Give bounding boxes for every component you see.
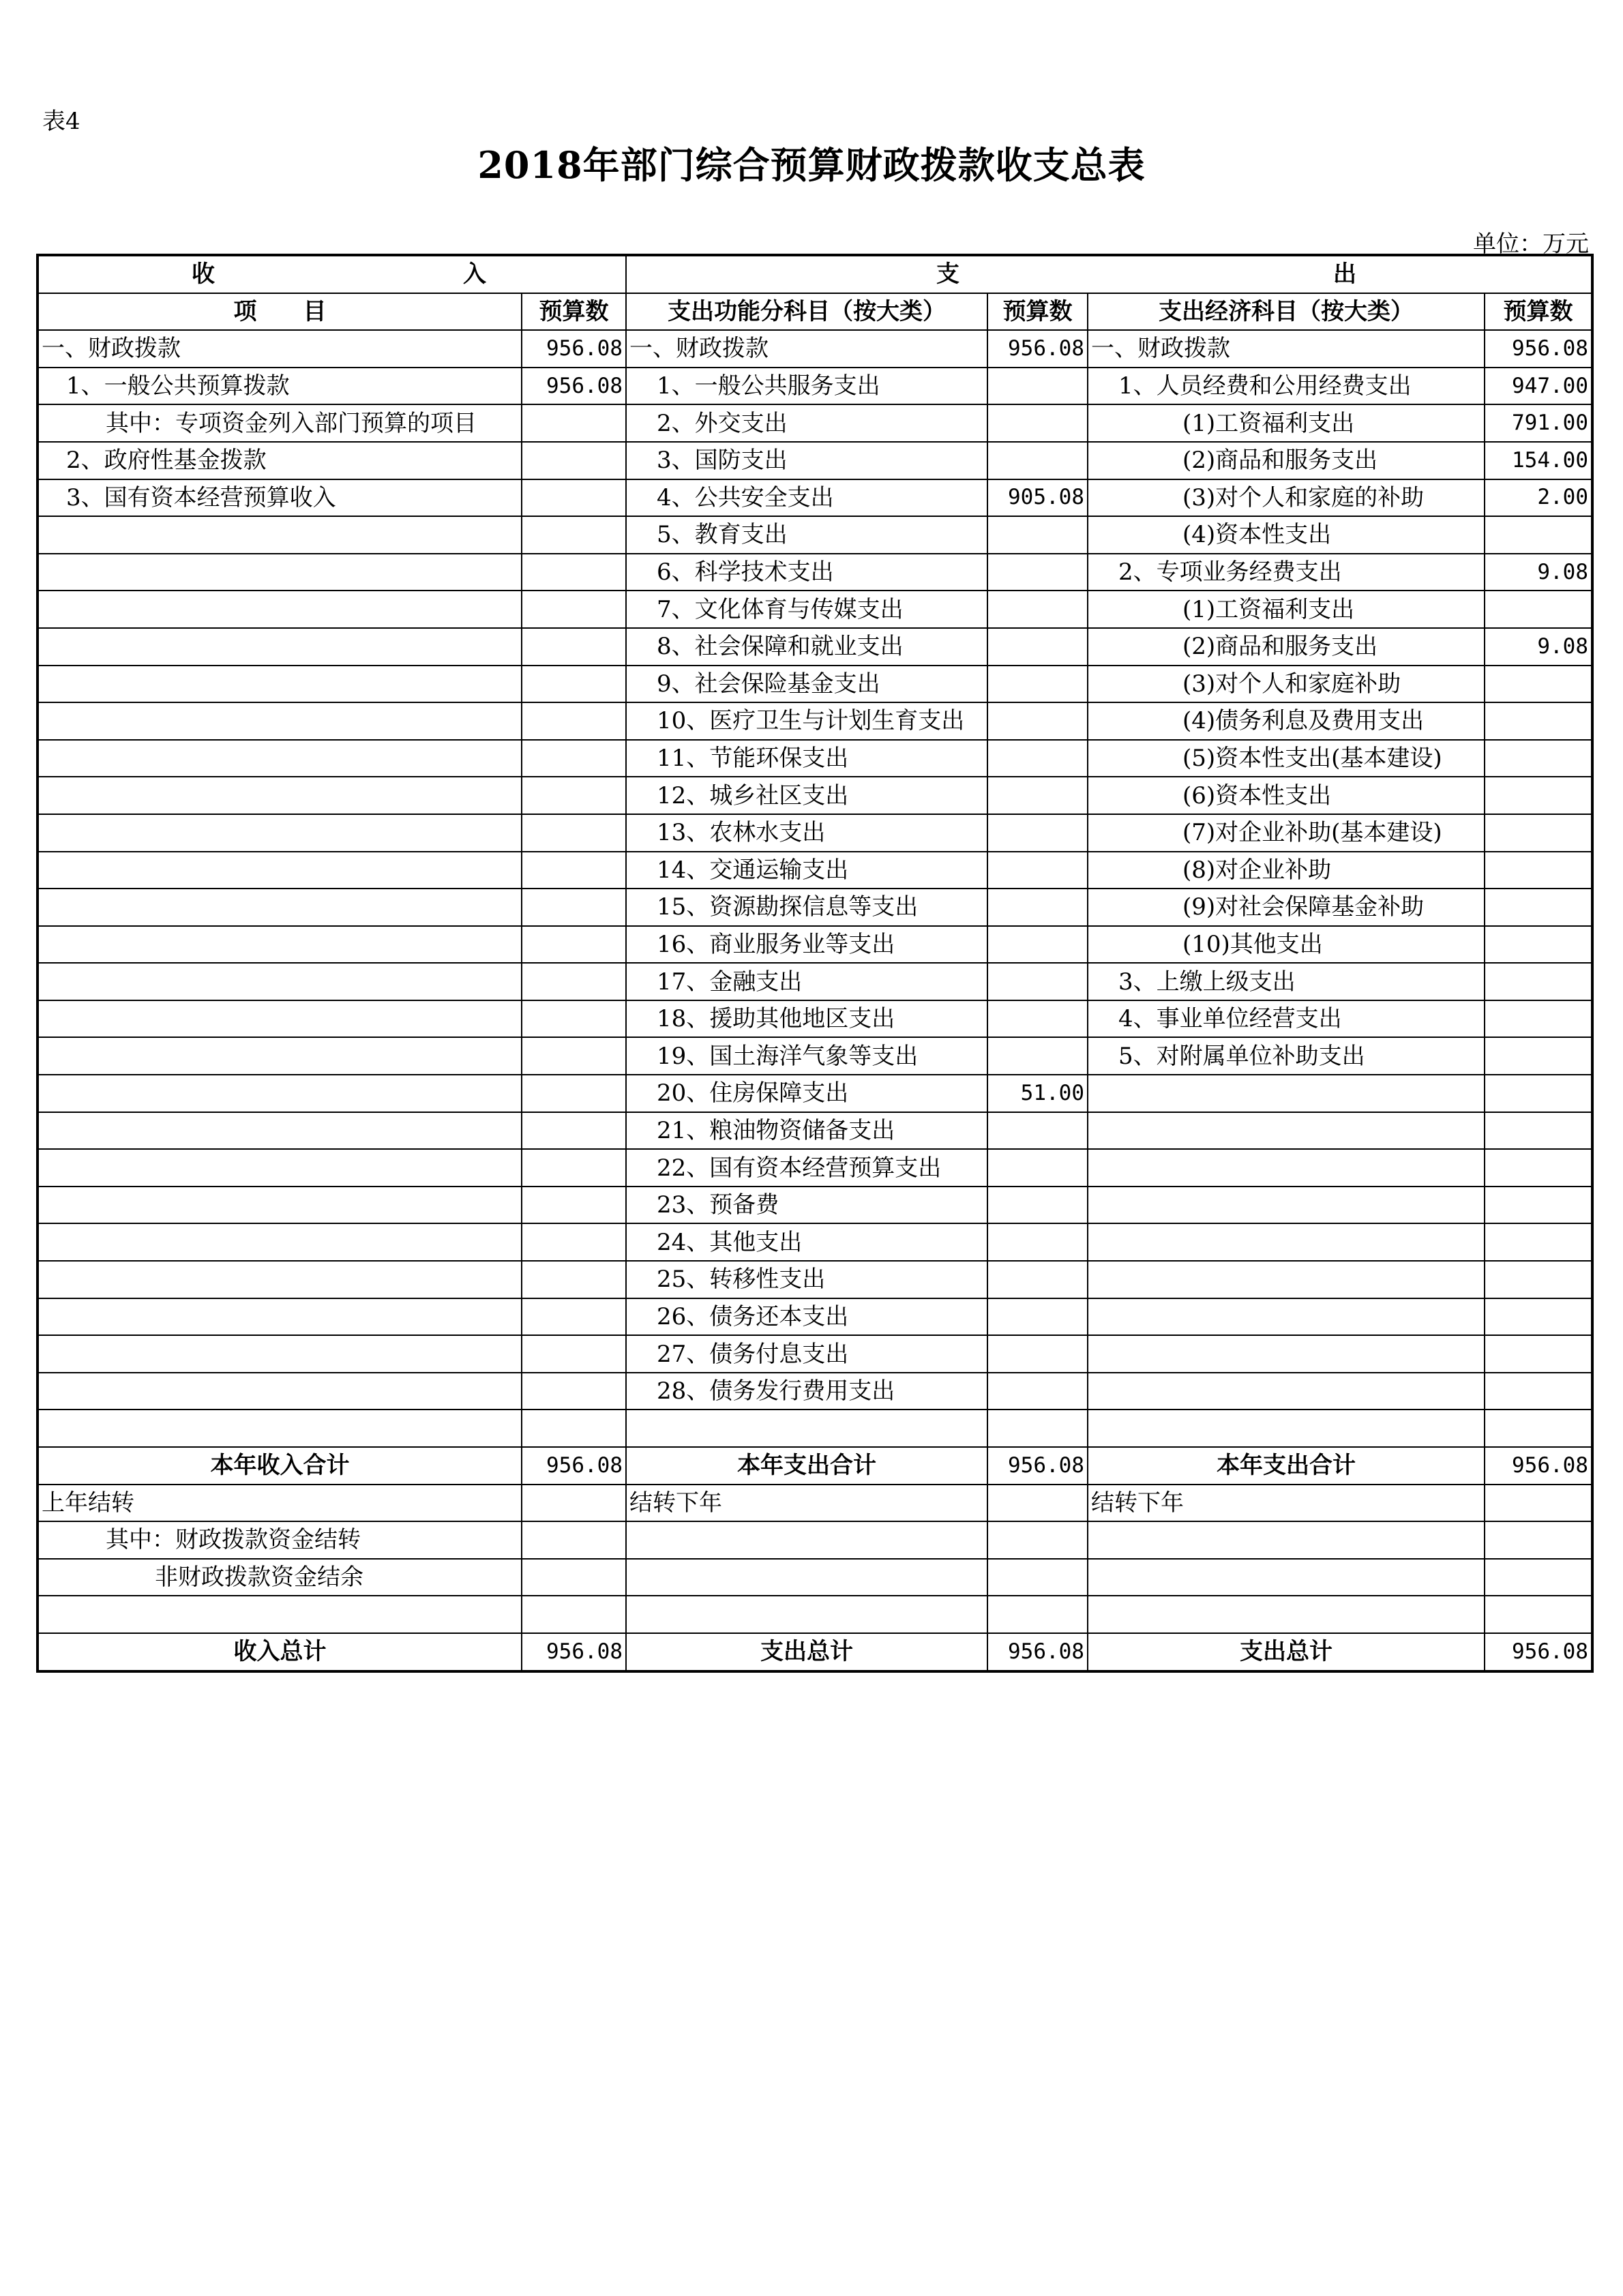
econ-item-cell: 2、专项业务经费支出 — [1088, 554, 1485, 591]
col-header-econ-amount: 预算数 — [1485, 293, 1592, 331]
income-item-cell — [38, 1373, 522, 1410]
income-item-cell: 3、国有资本经营预算收入 — [38, 479, 522, 517]
func-amount-cell — [987, 1261, 1088, 1298]
func-item-cell: 20、住房保障支出 — [626, 1075, 987, 1112]
income-item-cell — [38, 591, 522, 628]
func-amount-cell — [987, 1559, 1088, 1596]
table-row — [38, 628, 1592, 666]
func-amount-cell — [987, 1187, 1088, 1224]
func-amount-cell — [987, 368, 1088, 405]
carry-row — [38, 1596, 1592, 1633]
econ-item-cell: 3、上缴上级支出 — [1088, 963, 1485, 1000]
income-item-cell: 其中：专项资金列入部门预算的项目 — [38, 404, 522, 442]
econ-amount-cell — [1485, 926, 1592, 964]
income-item-cell — [38, 1261, 522, 1298]
func-item-cell: 28、债务发行费用支出 — [626, 1373, 987, 1410]
income-amount-cell — [522, 1410, 626, 1447]
table-row — [38, 1037, 1592, 1075]
income-header-left: 收 — [192, 260, 215, 288]
func-item-cell: 4、公共安全支出 — [626, 479, 987, 517]
econ-item-cell: 1、人员经费和公用经费支出 — [1088, 368, 1485, 405]
table-row — [38, 591, 1592, 628]
econ-amount-cell: 791.00 — [1485, 404, 1592, 442]
expense-group-header — [626, 255, 1592, 293]
table-row — [38, 889, 1592, 926]
econ-amount-cell — [1485, 1410, 1592, 1447]
econ-item-cell — [1088, 1521, 1485, 1559]
income-amount-cell — [522, 1149, 626, 1187]
table-row — [38, 1149, 1592, 1187]
econ-amount-cell — [1485, 1112, 1592, 1150]
income-item-cell — [38, 963, 522, 1000]
income-header-right: 入 — [463, 260, 486, 288]
func-amount-cell — [987, 442, 1088, 479]
func-amount-cell — [987, 666, 1088, 703]
func-item-cell: 11、节能环保支出 — [626, 740, 987, 777]
income-item-cell — [38, 1298, 522, 1336]
func-item-cell: 19、国土海洋气象等支出 — [626, 1037, 987, 1075]
income-amount-cell — [522, 1559, 626, 1596]
func-amount-cell — [987, 1298, 1088, 1336]
econ-amount-cell — [1485, 1485, 1592, 1522]
income-item-cell: 一、财政拨款 — [38, 330, 522, 368]
econ-amount-cell — [1485, 1037, 1592, 1075]
func-amount-cell — [987, 516, 1088, 554]
income-item-cell — [38, 1223, 522, 1261]
func-amount-cell — [987, 1149, 1088, 1187]
income-item-cell — [38, 1187, 522, 1224]
econ-amount-cell — [1485, 702, 1592, 740]
func-amount-cell — [987, 889, 1088, 926]
income-amount-cell — [522, 1037, 626, 1075]
econ-item-cell: (8)对企业补助 — [1088, 852, 1485, 889]
econ-amount-cell: 9.08 — [1485, 554, 1592, 591]
func-item-cell: 17、金融支出 — [626, 963, 987, 1000]
func-item-cell: 16、商业服务业等支出 — [626, 926, 987, 964]
income-total-label: 收入总计 — [38, 1633, 522, 1671]
econ-item-cell: (3)对个人和家庭补助 — [1088, 666, 1485, 703]
income-item-cell — [38, 926, 522, 964]
group-header-row — [38, 255, 1592, 293]
income-amount-cell — [522, 1223, 626, 1261]
func-total-amount: 956.08 — [987, 1447, 1088, 1485]
econ-item-cell — [1088, 1261, 1485, 1298]
func-amount-cell — [987, 1000, 1088, 1038]
func-amount-cell: 956.08 — [987, 330, 1088, 368]
econ-amount-cell — [1485, 852, 1592, 889]
econ-amount-cell — [1485, 591, 1592, 628]
table-row — [38, 702, 1592, 740]
income-item-cell — [38, 628, 522, 666]
econ-item-cell: (2)商品和服务支出 — [1088, 628, 1485, 666]
col-header-income-amount: 预算数 — [522, 293, 626, 331]
col-header-func-item: 支出功能分科目（按大类） — [626, 293, 987, 331]
econ-total-amount: 956.08 — [1485, 1447, 1592, 1485]
income-item-cell — [38, 889, 522, 926]
func-item-cell: 14、交通运输支出 — [626, 852, 987, 889]
income-amount-cell — [522, 777, 626, 814]
func-amount-cell — [987, 963, 1088, 1000]
econ-item-cell: (1)工资福利支出 — [1088, 591, 1485, 628]
func-amount-cell — [987, 740, 1088, 777]
income-amount-cell — [522, 889, 626, 926]
income-amount-cell — [522, 404, 626, 442]
table-row — [38, 740, 1592, 777]
econ-item-cell — [1088, 1187, 1485, 1224]
income-item-cell — [38, 666, 522, 703]
func-amount-cell — [987, 1335, 1088, 1373]
table-row — [38, 1335, 1592, 1373]
income-amount-cell — [522, 1075, 626, 1112]
func-amount-cell — [987, 1596, 1088, 1633]
income-item-cell — [38, 852, 522, 889]
econ-total-amount: 956.08 — [1485, 1633, 1592, 1671]
income-item-cell — [38, 1112, 522, 1150]
econ-item-cell: (5)资本性支出(基本建设) — [1088, 740, 1485, 777]
income-amount-cell — [522, 1261, 626, 1298]
income-item-cell: 1、一般公共预算拨款 — [38, 368, 522, 405]
func-item-cell: 25、转移性支出 — [626, 1261, 987, 1298]
econ-amount-cell — [1485, 777, 1592, 814]
col-header-econ-item: 支出经济科目（按大类） — [1088, 293, 1485, 331]
func-item-cell: 3、国防支出 — [626, 442, 987, 479]
econ-item-cell: (1)工资福利支出 — [1088, 404, 1485, 442]
grand-total-row — [38, 1633, 1592, 1671]
income-amount-cell — [522, 442, 626, 479]
econ-item-cell: (2)商品和服务支出 — [1088, 442, 1485, 479]
income-total-amount: 956.08 — [522, 1447, 626, 1485]
econ-amount-cell: 154.00 — [1485, 442, 1592, 479]
income-amount-cell — [522, 1485, 626, 1522]
income-amount-cell — [522, 554, 626, 591]
func-amount-cell — [987, 1410, 1088, 1447]
func-amount-cell — [987, 1223, 1088, 1261]
expense-header-right: 出 — [1333, 260, 1356, 288]
econ-amount-cell — [1485, 1298, 1592, 1336]
income-total-label: 本年收入合计 — [38, 1447, 522, 1485]
func-amount-cell — [987, 1373, 1088, 1410]
income-amount-cell — [522, 814, 626, 852]
func-item-cell: 5、教育支出 — [626, 516, 987, 554]
table-row — [38, 926, 1592, 964]
income-amount-cell — [522, 1112, 626, 1150]
table-row — [38, 1000, 1592, 1038]
func-item-cell: 7、文化体育与传媒支出 — [626, 591, 987, 628]
func-item-cell — [626, 1559, 987, 1596]
func-item-cell: 22、国有资本经营预算支出 — [626, 1149, 987, 1187]
func-item-cell — [626, 1410, 987, 1447]
income-item-cell — [38, 1596, 522, 1633]
econ-amount-cell — [1485, 1559, 1592, 1596]
func-amount-cell — [987, 1521, 1088, 1559]
econ-item-cell: (4)债务利息及费用支出 — [1088, 702, 1485, 740]
func-amount-cell — [987, 1485, 1088, 1522]
econ-item-cell: (6)资本性支出 — [1088, 777, 1485, 814]
col-header-func-amount: 预算数 — [987, 293, 1088, 331]
func-item-cell: 15、资源勘探信息等支出 — [626, 889, 987, 926]
table-label: 表4 — [42, 108, 80, 135]
income-amount-cell — [522, 1596, 626, 1633]
econ-amount-cell — [1485, 1000, 1592, 1038]
income-amount-cell — [522, 1000, 626, 1038]
table-row — [38, 1261, 1592, 1298]
econ-item-cell — [1088, 1373, 1485, 1410]
func-amount-cell: 51.00 — [987, 1075, 1088, 1112]
income-item-cell: 上年结转 — [38, 1485, 522, 1522]
econ-amount-cell — [1485, 1149, 1592, 1187]
table-row — [38, 1223, 1592, 1261]
income-amount-cell — [522, 591, 626, 628]
func-item-cell: 24、其他支出 — [626, 1223, 987, 1261]
econ-item-cell: (10)其他支出 — [1088, 926, 1485, 964]
econ-amount-cell — [1485, 1261, 1592, 1298]
econ-item-cell — [1088, 1149, 1485, 1187]
income-item-cell — [38, 814, 522, 852]
econ-amount-cell — [1485, 740, 1592, 777]
income-item-cell: 2、政府性基金拨款 — [38, 442, 522, 479]
econ-amount-cell — [1485, 963, 1592, 1000]
func-item-cell — [626, 1521, 987, 1559]
income-amount-cell — [522, 963, 626, 1000]
income-amount-cell — [522, 702, 626, 740]
econ-amount-cell — [1485, 1075, 1592, 1112]
income-amount-cell — [522, 740, 626, 777]
table-row — [38, 404, 1592, 442]
econ-amount-cell — [1485, 1187, 1592, 1224]
econ-amount-cell: 9.08 — [1485, 628, 1592, 666]
econ-amount-cell — [1485, 1335, 1592, 1373]
econ-total-label: 本年支出合计 — [1088, 1447, 1485, 1485]
econ-amount-cell: 956.08 — [1485, 330, 1592, 368]
unit-label: 单位：万元 — [1473, 230, 1589, 258]
func-amount-cell — [987, 554, 1088, 591]
econ-item-cell — [1088, 1410, 1485, 1447]
func-amount-cell — [987, 814, 1088, 852]
table-row — [38, 963, 1592, 1000]
func-amount-cell — [987, 1037, 1088, 1075]
table-row — [38, 1373, 1592, 1410]
table-row — [38, 479, 1592, 517]
econ-amount-cell — [1485, 1521, 1592, 1559]
func-amount-cell — [987, 591, 1088, 628]
econ-item-cell: (7)对企业补助(基本建设) — [1088, 814, 1485, 852]
econ-item-cell — [1088, 1596, 1485, 1633]
func-amount-cell — [987, 777, 1088, 814]
econ-item-cell — [1088, 1112, 1485, 1150]
income-amount-cell — [522, 666, 626, 703]
func-item-cell: 12、城乡社区支出 — [626, 777, 987, 814]
func-item-cell: 10、医疗卫生与计划生育支出 — [626, 702, 987, 740]
income-amount-cell — [522, 1187, 626, 1224]
income-amount-cell — [522, 1373, 626, 1410]
econ-amount-cell — [1485, 1596, 1592, 1633]
func-item-cell: 18、援助其他地区支出 — [626, 1000, 987, 1038]
econ-amount-cell: 2.00 — [1485, 479, 1592, 517]
income-item-cell: 非财政拨款资金结余 — [38, 1559, 522, 1596]
func-amount-cell: 905.08 — [987, 479, 1088, 517]
econ-item-cell — [1088, 1298, 1485, 1336]
table-row — [38, 330, 1592, 368]
func-item-cell: 结转下年 — [626, 1485, 987, 1522]
income-amount-cell — [522, 479, 626, 517]
econ-amount-cell — [1485, 516, 1592, 554]
table-row — [38, 516, 1592, 554]
func-item-cell: 2、外交支出 — [626, 404, 987, 442]
table-row — [38, 1187, 1592, 1224]
income-item-cell — [38, 1000, 522, 1038]
table-row — [38, 666, 1592, 703]
income-amount-cell: 956.08 — [522, 330, 626, 368]
table-row — [38, 777, 1592, 814]
func-amount-cell — [987, 852, 1088, 889]
func-amount-cell — [987, 404, 1088, 442]
func-item-cell: 21、粮油物资储备支出 — [626, 1112, 987, 1150]
econ-item-cell — [1088, 1223, 1485, 1261]
func-total-label: 本年支出合计 — [626, 1447, 987, 1485]
func-amount-cell — [987, 702, 1088, 740]
carry-row — [38, 1559, 1592, 1596]
page-title: 2018年部门综合预算财政拨款收支总表 — [477, 143, 1146, 187]
econ-amount-cell — [1485, 889, 1592, 926]
income-item-cell — [38, 1335, 522, 1373]
income-item-cell: 其中：财政拨款资金结转 — [38, 1521, 522, 1559]
econ-item-cell: 5、对附属单位补助支出 — [1088, 1037, 1485, 1075]
income-amount-cell: 956.08 — [522, 368, 626, 405]
income-amount-cell — [522, 516, 626, 554]
income-total-amount: 956.08 — [522, 1633, 626, 1671]
table-row — [38, 852, 1592, 889]
func-item-cell: 27、债务付息支出 — [626, 1335, 987, 1373]
func-item-cell: 一、财政拨款 — [626, 330, 987, 368]
table-row — [38, 1075, 1592, 1112]
income-item-cell — [38, 1410, 522, 1447]
econ-item-cell: (3)对个人和家庭的补助 — [1088, 479, 1485, 517]
func-amount-cell — [987, 1112, 1088, 1150]
econ-total-label: 支出总计 — [1088, 1633, 1485, 1671]
carry-row — [38, 1485, 1592, 1522]
econ-item-cell: (9)对社会保障基金补助 — [1088, 889, 1485, 926]
income-amount-cell — [522, 628, 626, 666]
func-total-amount: 956.08 — [987, 1633, 1088, 1671]
income-item-cell — [38, 740, 522, 777]
income-item-cell — [38, 1075, 522, 1112]
func-item-cell: 6、科学技术支出 — [626, 554, 987, 591]
econ-amount-cell: 947.00 — [1485, 368, 1592, 405]
income-item-cell — [38, 1037, 522, 1075]
econ-amount-cell — [1485, 1223, 1592, 1261]
econ-item-cell: 一、财政拨款 — [1088, 330, 1485, 368]
econ-amount-cell — [1485, 1373, 1592, 1410]
func-item-cell: 8、社会保障和就业支出 — [626, 628, 987, 666]
func-item-cell: 13、农林水支出 — [626, 814, 987, 852]
income-item-cell — [38, 777, 522, 814]
income-item-cell — [38, 516, 522, 554]
econ-item-cell — [1088, 1559, 1485, 1596]
income-item-cell — [38, 554, 522, 591]
col-header-income-item: 项 目 — [38, 293, 522, 331]
econ-item-cell — [1088, 1335, 1485, 1373]
table-row — [38, 814, 1592, 852]
table-row — [38, 442, 1592, 479]
table-row — [38, 1410, 1592, 1447]
econ-item-cell: 结转下年 — [1088, 1485, 1485, 1522]
income-amount-cell — [522, 1298, 626, 1336]
func-item-cell: 23、预备费 — [626, 1187, 987, 1224]
func-item-cell: 9、社会保险基金支出 — [626, 666, 987, 703]
income-amount-cell — [522, 1335, 626, 1373]
func-total-label: 支出总计 — [626, 1633, 987, 1671]
table-row — [38, 1298, 1592, 1336]
income-group-header — [38, 255, 626, 293]
income-item-cell — [38, 702, 522, 740]
income-item-cell — [38, 1149, 522, 1187]
income-amount-cell — [522, 926, 626, 964]
table-row — [38, 1112, 1592, 1150]
func-item-cell: 26、债务还本支出 — [626, 1298, 987, 1336]
econ-item-cell — [1088, 1075, 1485, 1112]
econ-amount-cell — [1485, 814, 1592, 852]
econ-amount-cell — [1485, 666, 1592, 703]
carry-row — [38, 1521, 1592, 1559]
column-header-row — [38, 293, 1592, 331]
table-row — [38, 368, 1592, 405]
expense-header-left: 支 — [936, 260, 959, 288]
year-total-row — [38, 1447, 1592, 1485]
func-item-cell — [626, 1596, 987, 1633]
econ-item-cell: 4、事业单位经营支出 — [1088, 1000, 1485, 1038]
econ-item-cell: (4)资本性支出 — [1088, 516, 1485, 554]
func-amount-cell — [987, 926, 1088, 964]
budget-table — [36, 254, 1594, 1673]
table-row — [38, 554, 1592, 591]
income-amount-cell — [522, 852, 626, 889]
func-item-cell: 1、一般公共服务支出 — [626, 368, 987, 405]
income-amount-cell — [522, 1521, 626, 1559]
func-amount-cell — [987, 628, 1088, 666]
